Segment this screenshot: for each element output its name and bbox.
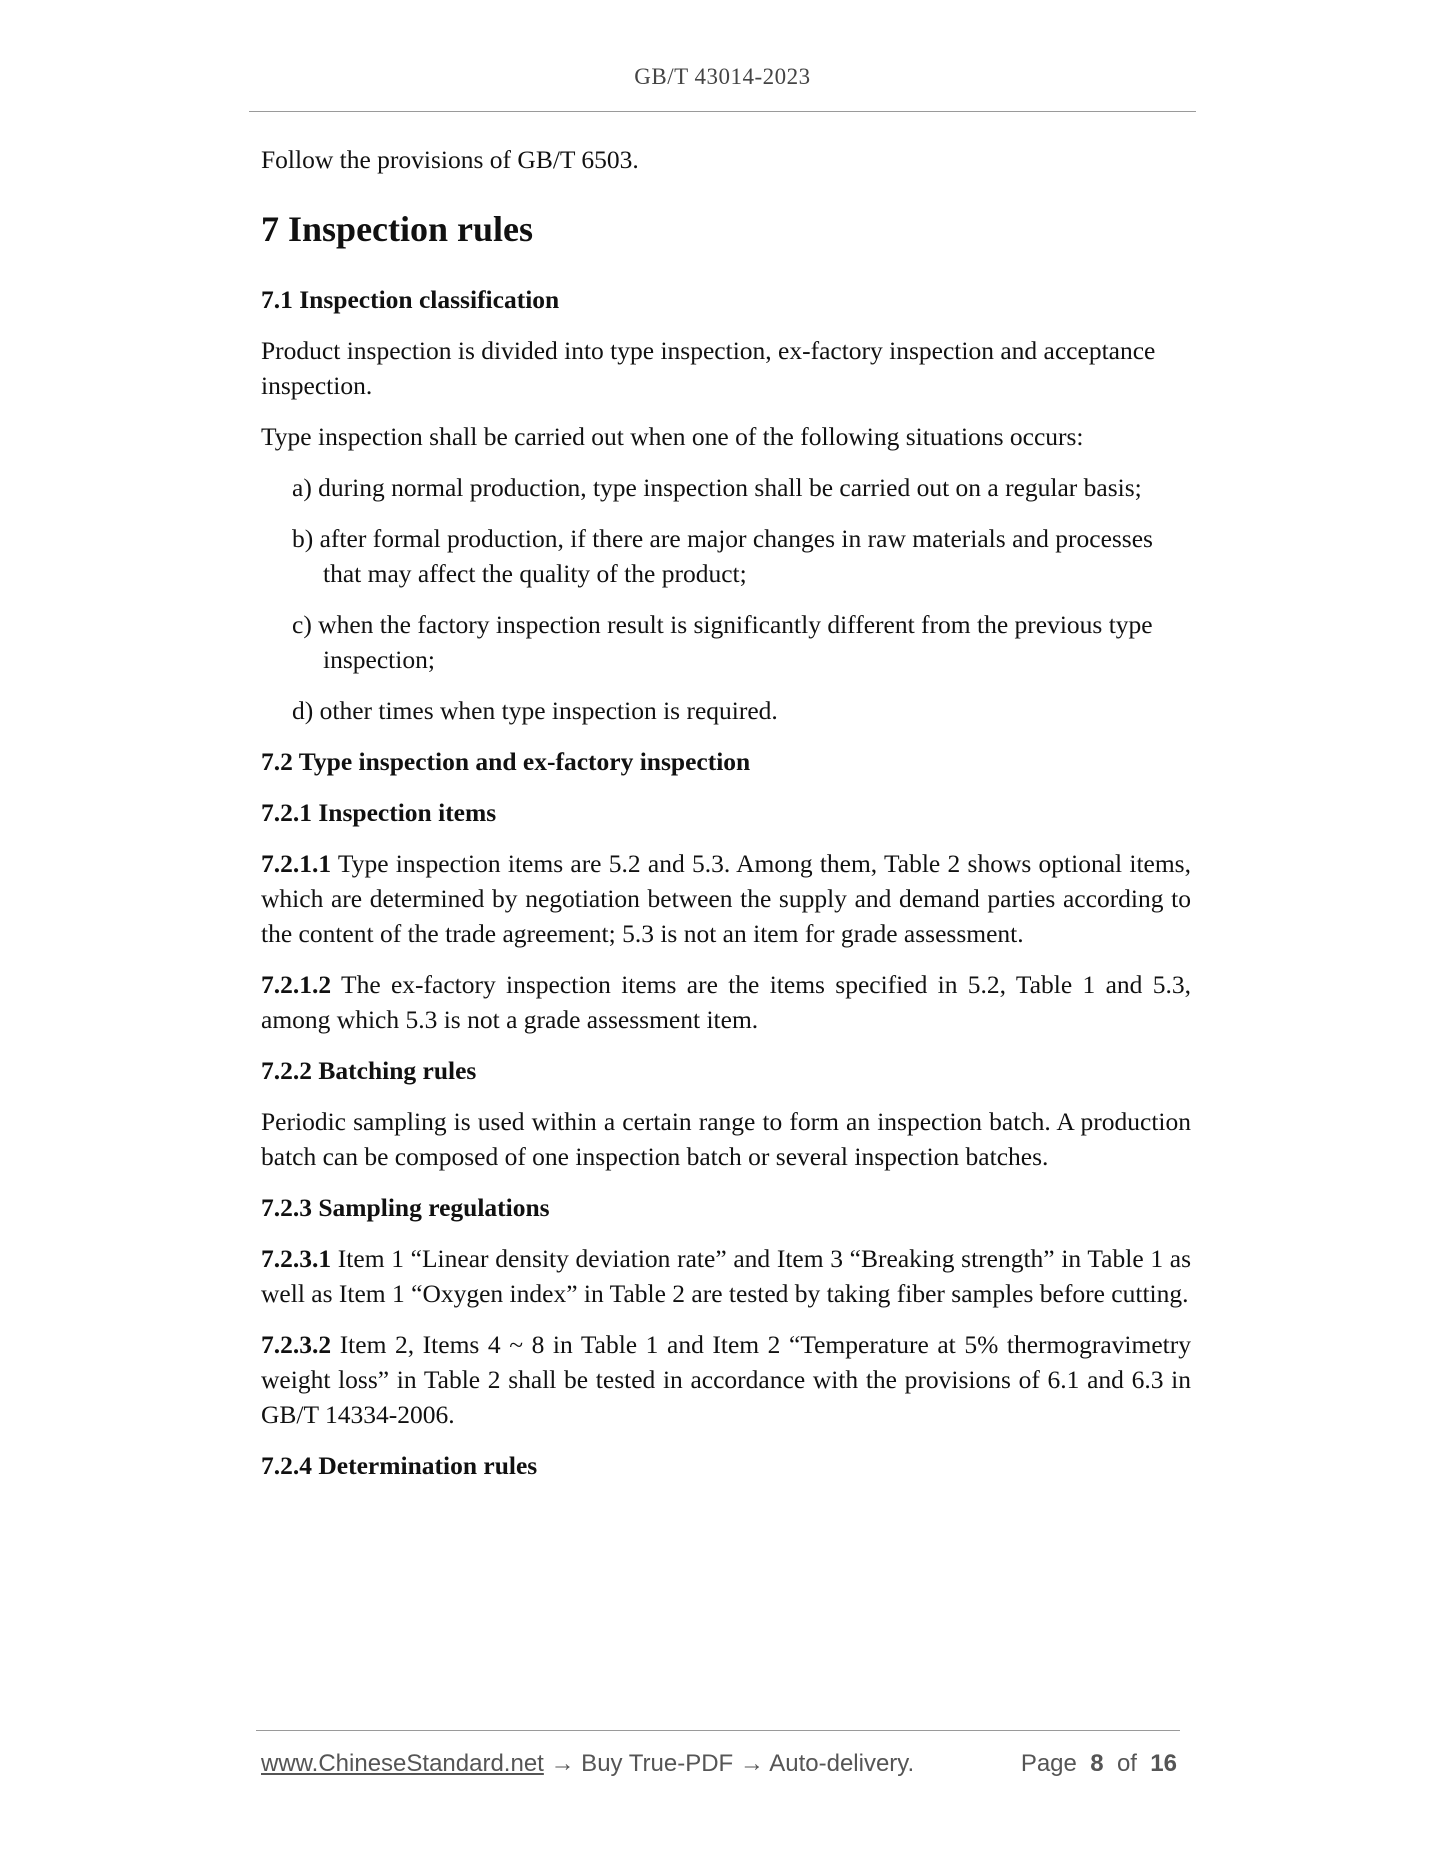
page-label: Page <box>1020 1750 1077 1777</box>
section-7-1-paragraph-1: Product inspection is divided into type inspection, ex-factory inspection and acceptance inspection. <box>261 336 1156 400</box>
clause-number: 7.2.3.1 <box>261 1244 332 1273</box>
footer-promo <box>261 1750 914 1778</box>
page-header: GB/T 43014-2023 <box>634 64 811 89</box>
list-item-d: d) other times when type inspection is required. <box>292 696 778 725</box>
section-7-2-heading: 7.2 Type inspection and ex-factory inspection <box>261 747 751 776</box>
section-7-1-heading: 7.1 Inspection classification <box>261 285 560 314</box>
clause-text: The ex-factory inspection items are the items specified in 5.2, Table 1 and 5.3, among which 5.3 is not a grade assessment item. <box>261 970 1191 1034</box>
footer-promo-text: → Buy True-PDF → Auto-delivery. <box>543 1750 915 1777</box>
list-item-c: c) when the factory inspection result is significantly different from the previous type inspection; <box>292 610 1153 674</box>
page-number <box>1021 1750 1177 1778</box>
current-page: 8 <box>1090 1750 1104 1777</box>
page-of-label: of <box>1116 1750 1137 1777</box>
clause-text: Item 2, Items 4 ~ 8 in Table 1 and Item 2 “Temperature at 5% thermogravimetry weight loss” in Table 2 shall be tested in accordance with the provisions of 6.1 and 6.3 in GB/T 14334-2006. <box>261 1330 1191 1429</box>
clause-text: Item 1 “Linear density deviation rate” and Item 3 “Breaking strength” in Table 1 as well as Item 1 “Oxygen index” in Table 2 are tested by taking fiber samples before cutting. <box>261 1244 1191 1308</box>
page-footer <box>261 1750 1181 1784</box>
clause-7-2-3-2 <box>261 1327 1191 1432</box>
clause-number: 7.2.1.1 <box>261 849 332 878</box>
clause-number: 7.2.3.2 <box>261 1330 332 1359</box>
chinese-standard-link[interactable]: www.ChineseStandard.net <box>261 1750 544 1777</box>
list-item-a: a) during normal production, type inspection shall be carried out on a regular basis; <box>292 473 1142 502</box>
clause-7-2-1-2 <box>261 967 1191 1037</box>
document-body <box>261 142 1191 1483</box>
footer-divider <box>256 1730 1180 1731</box>
clause-7-2-1-1 <box>261 846 1191 951</box>
section-7-heading: 7 Inspection rules <box>261 209 534 249</box>
clause-text: Type inspection items are 5.2 and 5.3. Among them, Table 2 shows optional items, which are determined by negotiation between the supply and demand parties according to the content of the trade agreement; 5.3 is not an item for grade assessment. <box>261 849 1191 948</box>
clause-number: 7.2.1.2 <box>261 970 332 999</box>
section-7-2-2-heading: 7.2.2 Batching rules <box>261 1056 477 1085</box>
list-item-b: b) after formal production, if there are major changes in raw materials and processes that may affect the quality of the product; <box>292 524 1153 588</box>
clause-7-2-3-1 <box>261 1241 1191 1311</box>
section-7-2-3-heading: 7.2.3 Sampling regulations <box>261 1193 550 1222</box>
intro-paragraph: Follow the provisions of GB/T 6503. <box>261 145 639 174</box>
section-7-2-4-heading: 7.2.4 Determination rules <box>261 1451 538 1480</box>
batching-rules-paragraph: Periodic sampling is used within a certain range to form an inspection batch. A production batch can be composed of one inspection batch or several inspection batches. <box>261 1107 1191 1171</box>
total-pages: 16 <box>1150 1750 1177 1777</box>
section-7-1-paragraph-2: Type inspection shall be carried out when one of the following situations occurs: <box>261 422 1084 451</box>
section-7-2-1-heading: 7.2.1 Inspection items <box>261 798 497 827</box>
header-divider <box>249 111 1196 112</box>
